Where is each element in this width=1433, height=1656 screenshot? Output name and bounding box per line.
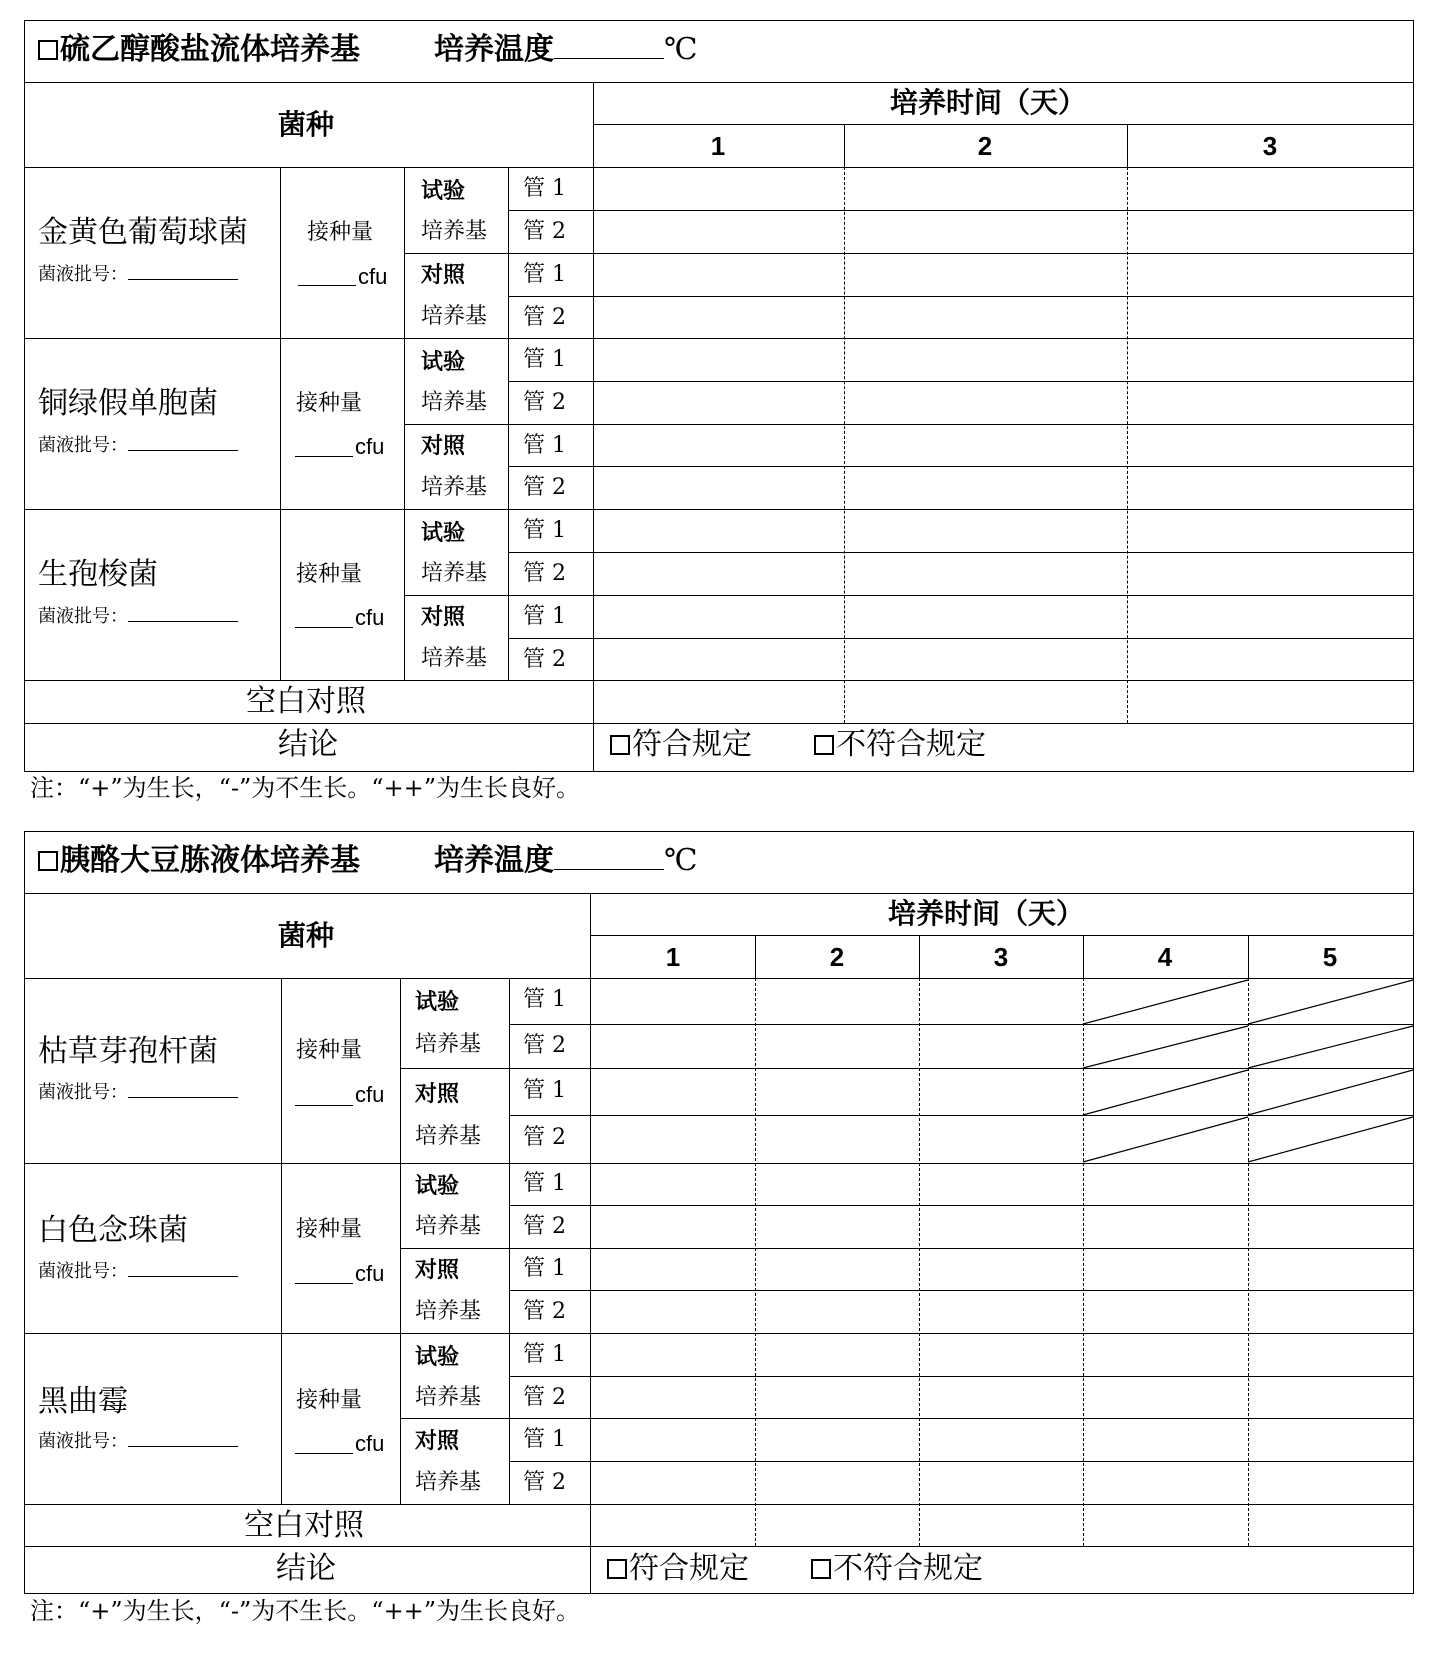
group-label: 对照 [421, 262, 466, 288]
conclusion-label: 结论 [276, 1551, 336, 1586]
batch-label: 菌液批号： [38, 437, 238, 455]
group-label: 培养基 [415, 1124, 482, 1149]
tube-label: 管 2 [523, 1033, 566, 1058]
tube-label: 管 1 [523, 518, 566, 543]
group-label: 培养基 [421, 646, 488, 671]
group-label: 培养基 [415, 1299, 482, 1324]
tube-label: 管 2 [523, 475, 566, 500]
unit-label: cfu [358, 264, 388, 289]
tube-label: 管 2 [523, 1214, 566, 1239]
group-label: 试验 [415, 1173, 460, 1199]
unit-label: cfu [355, 434, 385, 459]
strain-header: 菌种 [278, 108, 335, 141]
inoculum-blank[interactable] [295, 1283, 353, 1284]
day-label: 2 [829, 942, 845, 972]
table-2-title: 胰酪大豆胨液体培养基 [38, 846, 360, 876]
nonconform-option[interactable]: 不符合规定 [811, 1554, 983, 1584]
conclusion-label: 结论 [278, 727, 338, 762]
unit-label: cfu [355, 605, 385, 630]
tube-label: 管 1 [523, 1342, 566, 1367]
inoculum-blank[interactable] [295, 1105, 353, 1106]
checkbox[interactable] [811, 1559, 831, 1579]
tube-label: 管 2 [523, 561, 566, 586]
tube-label: 管 1 [523, 347, 566, 372]
table-2-temperature: 培养温度 ℃ [434, 843, 698, 878]
strain-name: 枯草芽孢杆菌 [38, 1034, 218, 1069]
tube-label: 管 1 [523, 604, 566, 629]
inoculum-label: 接种量 [296, 562, 363, 587]
unit-label: cfu [355, 1082, 385, 1107]
day-label: 1 [665, 942, 681, 972]
batch-label: 菌液批号： [38, 1263, 238, 1281]
blank-control-label: 空白对照 [246, 684, 366, 719]
temperature-blank[interactable] [554, 869, 664, 870]
group-label: 对照 [415, 1257, 460, 1283]
checkbox[interactable] [607, 1559, 627, 1579]
batch-label: 菌液批号： [38, 1433, 238, 1451]
strain-name: 白色念珠菌 [38, 1213, 188, 1248]
group-label: 培养基 [421, 561, 488, 586]
group-label: 培养基 [421, 390, 488, 415]
group-label: 培养基 [415, 1214, 482, 1239]
tube-label: 管 2 [523, 1125, 566, 1150]
group-label: 培养基 [421, 219, 488, 244]
footnote: 注：“+”为生长，“-”为不生长。“++”为生长良好。 [30, 774, 581, 802]
checkbox[interactable] [38, 851, 58, 871]
batch-label: 菌液批号： [38, 266, 238, 284]
group-label: 试验 [421, 349, 466, 375]
day-label: 1 [710, 131, 726, 161]
group-label: 培养基 [421, 475, 488, 500]
strain-header: 菌种 [278, 919, 335, 952]
group-label: 试验 [421, 178, 466, 204]
inoculum-label: 接种量 [296, 1388, 363, 1413]
tube-label: 管 1 [523, 1171, 566, 1196]
tube-label: 管 2 [523, 390, 566, 415]
unit-label: cfu [355, 1431, 385, 1456]
day-label: 5 [1322, 942, 1338, 972]
strain-name: 铜绿假单胞菌 [38, 386, 218, 421]
batch-label: 菌液批号： [38, 1084, 238, 1102]
tube-label: 管 2 [523, 1470, 566, 1495]
tube-label: 管 1 [523, 1256, 566, 1281]
strain-name: 生孢梭菌 [38, 557, 158, 592]
tube-label: 管 1 [523, 1078, 566, 1103]
tube-label: 管 2 [523, 1385, 566, 1410]
conform-option[interactable]: 符合规定 [610, 730, 752, 760]
conform-option[interactable]: 符合规定 [607, 1554, 749, 1584]
day-label: 3 [993, 942, 1009, 972]
tube-label: 管 1 [523, 176, 566, 201]
tube-label: 管 1 [523, 262, 566, 287]
group-label: 培养基 [415, 1385, 482, 1410]
group-label: 对照 [421, 604, 466, 630]
tube-label: 管 2 [523, 305, 566, 330]
strain-name: 金黄色葡萄球菌 [38, 215, 248, 250]
inoculum-label: 接种量 [296, 1217, 363, 1242]
inoculum-label: 接种量 [296, 391, 363, 416]
day-label: 3 [1262, 131, 1278, 161]
group-label: 对照 [415, 1428, 460, 1454]
group-label: 培养基 [421, 304, 488, 329]
batch-blank[interactable] [128, 1097, 238, 1098]
tube-label: 管 2 [523, 219, 566, 244]
strain-name: 黑曲霉 [38, 1384, 128, 1419]
group-label: 培养基 [415, 1032, 482, 1057]
blank-control-label: 空白对照 [244, 1508, 364, 1543]
tube-label: 管 1 [523, 987, 566, 1012]
batch-blank[interactable] [128, 1446, 238, 1447]
time-header: 培养时间（天） [890, 86, 1087, 119]
tube-label: 管 2 [523, 647, 566, 672]
time-header: 培养时间（天） [888, 897, 1085, 930]
group-label: 试验 [421, 520, 466, 546]
tube-label: 管 1 [523, 1427, 566, 1452]
day-label: 2 [977, 131, 993, 161]
group-label: 试验 [415, 1344, 460, 1370]
footnote: 注：“+”为生长，“-”为不生长。“++”为生长良好。 [30, 1597, 581, 1625]
tube-label: 管 2 [523, 1299, 566, 1324]
group-label: 对照 [421, 433, 466, 459]
inoculum-label: 接种量 [307, 220, 374, 245]
unit-label: cfu [355, 1261, 385, 1286]
group-label: 试验 [415, 989, 460, 1015]
batch-label: 菌液批号： [38, 608, 238, 626]
table-1-temperature: 培养温度 ℃ [434, 32, 698, 67]
inoculum-label: 接种量 [296, 1038, 363, 1063]
day-label: 4 [1157, 942, 1173, 972]
group-label: 培养基 [415, 1470, 482, 1495]
nonconform-option[interactable]: 不符合规定 [814, 730, 986, 760]
table-1-title: 硫乙醇酸盐流体培养基 [38, 35, 360, 65]
batch-blank[interactable] [128, 1276, 238, 1277]
group-label: 对照 [415, 1081, 460, 1107]
tube-label: 管 1 [523, 433, 566, 458]
inoculum-blank[interactable] [295, 1453, 353, 1454]
